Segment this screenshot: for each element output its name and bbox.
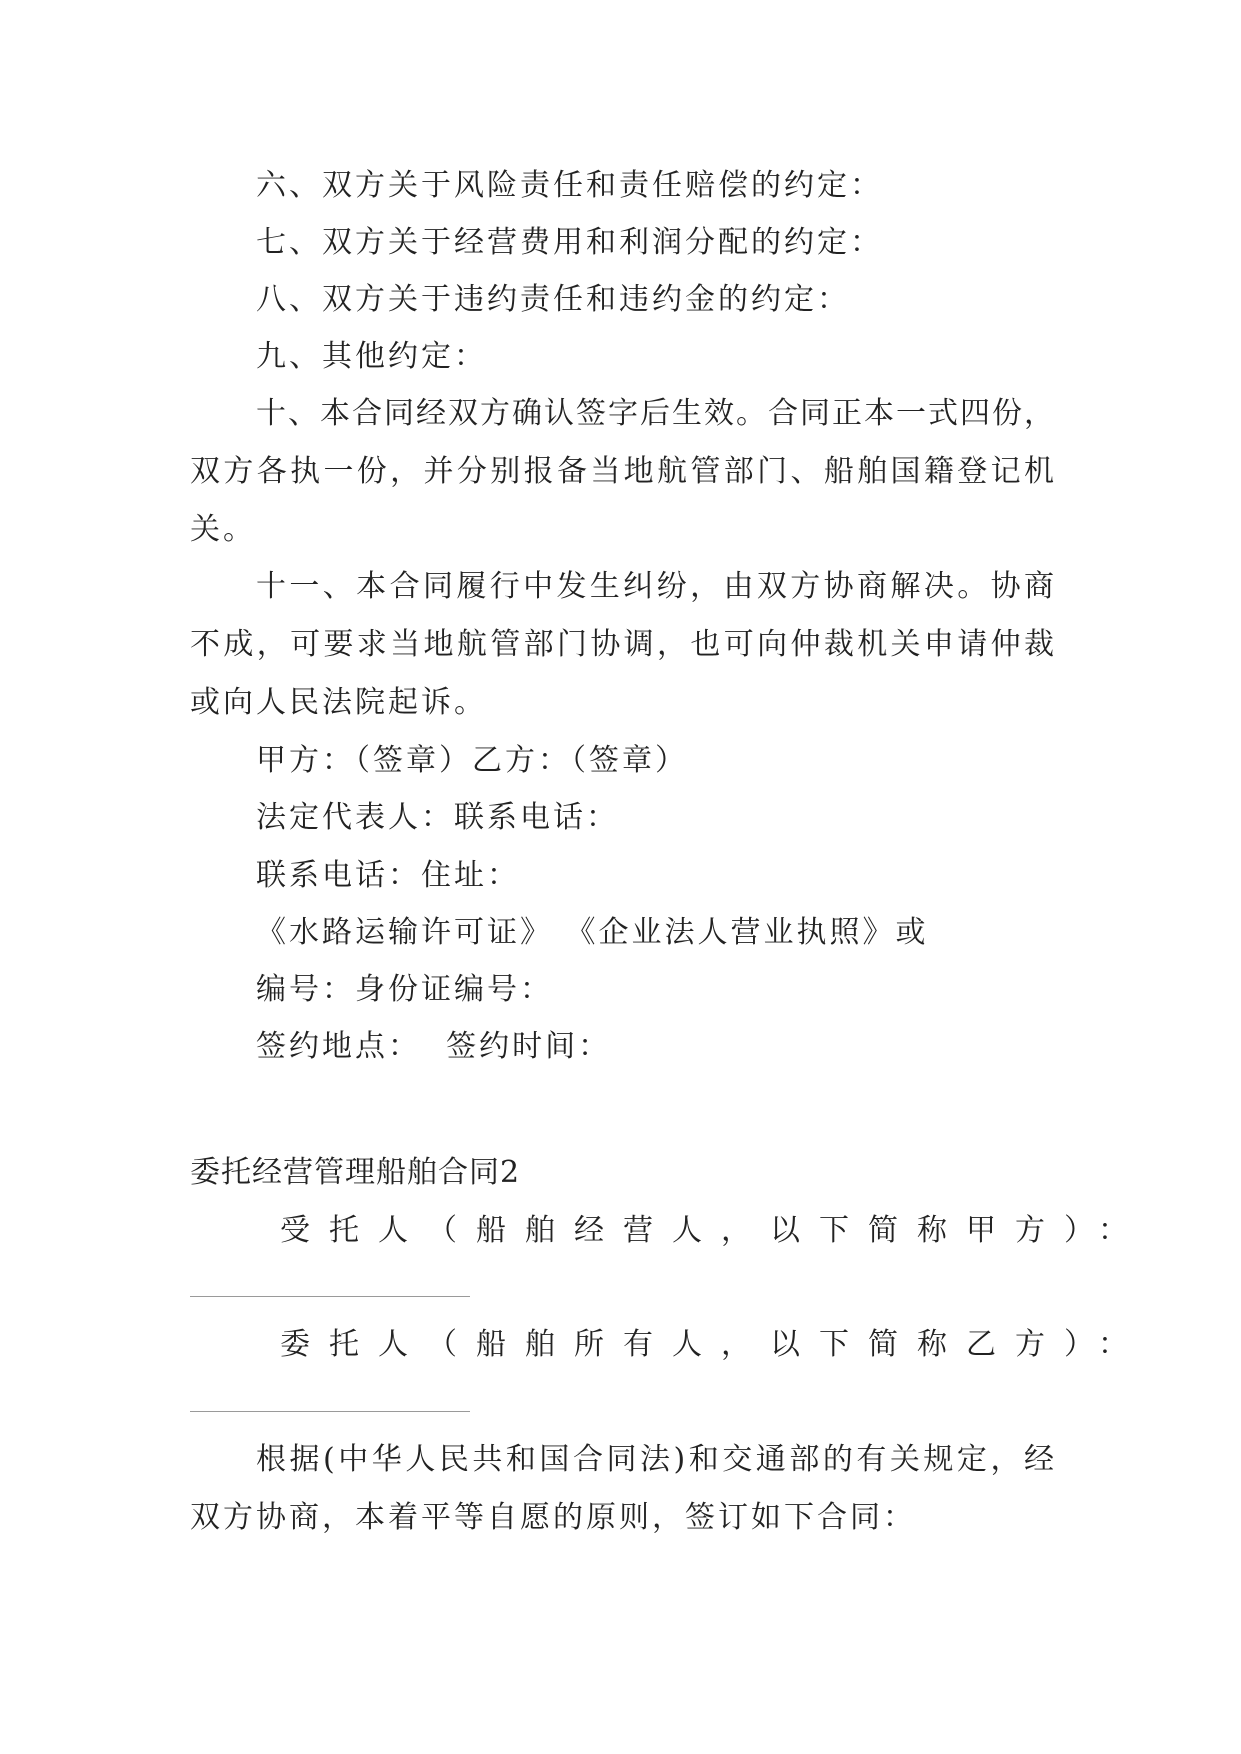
signature-line: 甲方：（签章）乙方：（签章）	[256, 743, 688, 778]
clause-9: 九、其他约定：	[256, 339, 487, 374]
clause-11-line-3: 或向人民法院起诉。	[190, 685, 487, 720]
place-time-line: 签约地点： 签约时间：	[256, 1029, 612, 1064]
clause-11-line-1: 十一、本合同履行中发生纠纷，由双方协商解决。协商	[256, 569, 1054, 604]
clause-10-line-2: 双方各执一份，并分别报备当地航管部门、船舶国籍登记机	[190, 454, 1054, 489]
party-a-blank-rule	[190, 1296, 470, 1297]
clause-10-line-1: 十、本合同经双方确认签字后生效。合同正本一式四份，	[256, 396, 1054, 431]
party-a-line: 受托人（船舶经营人，以下简称甲方）：	[280, 1213, 1147, 1248]
clause-6: 六、双方关于风险责任和责任赔偿的约定：	[256, 168, 883, 203]
legal-representative-line: 法定代表人：联系电话：	[256, 800, 619, 835]
party-b-line: 委托人（船舶所有人，以下简称乙方）：	[280, 1327, 1147, 1362]
contract-2-title: 委托经营管理船舶合同2	[190, 1155, 521, 1190]
clause-11-line-2: 不成，可要求当地航管部门协调，也可向仲裁机关申请仲裁	[190, 627, 1054, 662]
clause-7: 七、双方关于经营费用和利润分配的约定：	[256, 225, 883, 260]
license-line: 《水路运输许可证》 《企业法人营业执照》或	[256, 915, 929, 950]
clause-10-line-3: 关。	[190, 512, 256, 547]
basis-line-2: 双方协商，本着平等自愿的原则，签订如下合同：	[190, 1500, 916, 1535]
party-b-blank-rule	[190, 1411, 470, 1412]
clause-8: 八、双方关于违约责任和违约金的约定：	[256, 282, 850, 317]
basis-line-1: 根据(中华人民共和国合同法)和交通部的有关规定，经	[256, 1442, 1054, 1477]
phone-address-line: 联系电话：住址：	[256, 858, 520, 893]
number-line: 编号：身份证编号：	[256, 972, 553, 1007]
